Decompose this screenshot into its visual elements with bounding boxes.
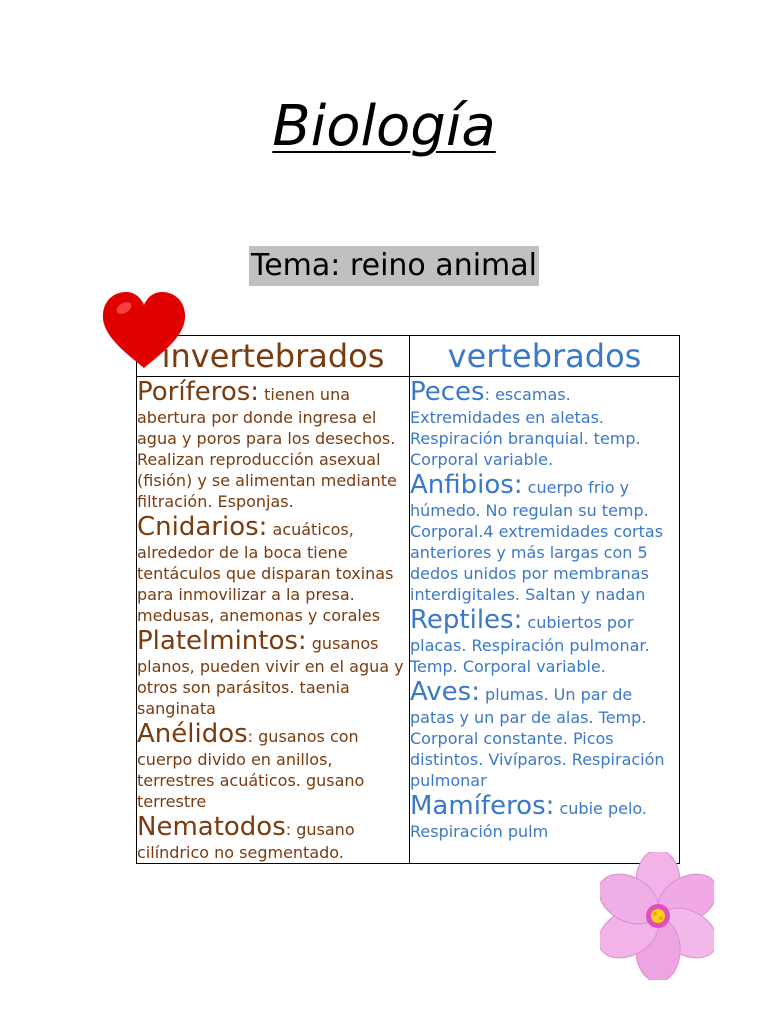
entry-text: gusanos planos, pueden vivir en el agua y otros son parásitos. taenia sanginata (137, 634, 404, 718)
entry-name: Poríferos: (137, 377, 260, 407)
entry-cnidarios (137, 512, 409, 626)
entry-name: Nematodos (137, 812, 286, 842)
header-vertebrados: vertebrados (410, 336, 680, 377)
entry-mamiferos (410, 791, 679, 842)
vertebrados-cell (410, 377, 680, 864)
header-invertebrados: invertebrados (137, 336, 410, 377)
entry-text: : gusanos con cuerpo divido en anillos, terrestres acuáticos. gusano terrestre (137, 727, 365, 811)
entry-anfibios (410, 470, 679, 605)
heart-icon (100, 288, 188, 370)
entry-text: acuáticos, alrededor de la boca tiene tentáculos que disparan toxinas para inmovilizar a la presa. medusas, anemonas y corales (137, 520, 394, 625)
entry-nematodos (137, 812, 409, 863)
entry-text: tienen una abertura por donde ingresa el agua y poros para los desechos. Realizan reproducción asexual (fisión) y se alimentan mediante filtración. Esponjas. (137, 385, 397, 511)
page-title: Biología (272, 94, 496, 159)
entry-name: Cnidarios: (137, 512, 268, 542)
entry-text: cuerpo frio y húmedo. No regulan su temp. Corporal.4 extremidades cortas anteriores y más largas con 5 dedos unidos por membranas interdigitales. Saltan y nadan (410, 478, 664, 604)
entry-name: Mamíferos: (410, 791, 555, 821)
entry-name: Peces (410, 377, 485, 407)
entry-poriferos (137, 377, 409, 512)
table-header-row (137, 336, 680, 377)
entry-name: Platelmintos: (137, 626, 307, 656)
page-subtitle: Tema: reino animal (249, 246, 539, 286)
entry-name: Anélidos (137, 719, 248, 749)
flower-icon (600, 852, 714, 980)
entry-anelidos (137, 719, 409, 812)
entry-reptiles (410, 605, 679, 677)
subtitle-container (249, 246, 539, 286)
entry-name: Reptiles: (410, 605, 523, 635)
entry-text: plumas. Un par de patas y un par de alas. Temp. Corporal constante. Picos distintos. Vivíparos. Respiración pulmonar (410, 685, 665, 790)
classification-table (136, 335, 680, 864)
entry-peces (410, 377, 679, 470)
entry-aves (410, 677, 679, 791)
table-body-row (137, 377, 680, 864)
entry-text: cubie pelo. Respiración pulm (410, 799, 647, 841)
invertebrados-cell (137, 377, 410, 864)
entry-text: : escamas. Extremidades en aletas. Respiración branquial. temp. Corporal variable. (410, 385, 641, 469)
entry-name: Aves: (410, 677, 480, 707)
entry-platelmintos (137, 626, 409, 719)
entry-text: cubiertos por placas. Respiración pulmonar. Temp. Corporal variable. (410, 613, 650, 676)
entry-name: Anfibios: (410, 470, 523, 500)
entry-text: : gusano cilíndrico no segmentado. (137, 820, 355, 862)
